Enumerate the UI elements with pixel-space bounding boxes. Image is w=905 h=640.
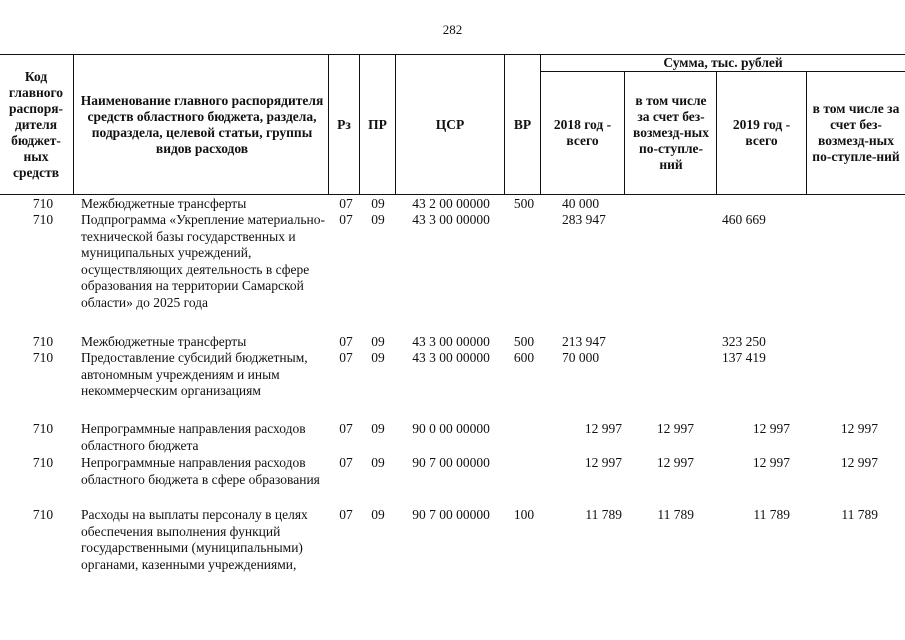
header-rz: Рз (337, 117, 351, 132)
cell-csr: 90 7 00 00000 (412, 455, 490, 470)
cell-csr: 90 7 00 00000 (412, 507, 490, 522)
cell-csr: 43 3 00 00000 (412, 350, 490, 365)
cell-rz: 07 (339, 455, 353, 470)
cell-pr: 09 (371, 196, 385, 211)
cell-code: 710 (32, 421, 54, 436)
col-divider (806, 71, 807, 195)
cell-2018-total: 40 000 (562, 196, 600, 211)
cell-2018-total: 12 997 (584, 455, 622, 470)
cell-2019-total: 11 789 (753, 507, 790, 522)
cell-pr: 09 (371, 507, 385, 522)
cell-2019-incl: 11 789 (841, 507, 878, 522)
cell-pr: 09 (371, 212, 385, 227)
cell-name: Непрограммные направления расходов областного бюджета (81, 421, 306, 453)
header-2018-incl: в том числе за счет без-возмезд-ных по-ступле-ний (633, 93, 709, 172)
cell-csr: 90 0 00 00000 (412, 421, 490, 436)
cell-2018-incl: 11 789 (657, 507, 694, 522)
col-divider (540, 54, 541, 195)
cell-name: Межбюджетные трансферты (81, 334, 247, 349)
col-divider (73, 54, 74, 195)
header-sum: Сумма, тыс. рублей (663, 55, 783, 70)
cell-name: Межбюджетные трансферты (81, 196, 247, 211)
cell-2019-total: 12 997 (752, 421, 790, 436)
cell-rz: 07 (339, 212, 353, 227)
cell-pr: 09 (371, 334, 385, 349)
cell-2019-incl: 12 997 (840, 421, 878, 436)
cell-csr: 43 3 00 00000 (412, 334, 490, 349)
cell-code: 710 (32, 350, 54, 365)
cell-rz: 07 (339, 507, 353, 522)
header-csr: ЦСР (435, 117, 465, 132)
cell-vr: 100 (513, 507, 535, 522)
header-vr: ВР (513, 117, 532, 132)
header-code: Код главного распоря-дителя бюджет-ных средств (8, 69, 64, 180)
cell-code: 710 (32, 507, 54, 522)
cell-rz: 07 (339, 350, 353, 365)
cell-2019-total: 323 250 (722, 334, 766, 349)
cell-code: 710 (32, 455, 54, 470)
header-bottom-line (0, 194, 905, 195)
cell-code: 710 (32, 212, 54, 227)
cell-2019-total: 12 997 (752, 455, 790, 470)
cell-rz: 07 (339, 334, 353, 349)
cell-pr: 09 (371, 350, 385, 365)
cell-pr: 09 (371, 455, 385, 470)
cell-rz: 07 (339, 196, 353, 211)
cell-2018-incl: 12 997 (656, 455, 694, 470)
cell-2019-incl: 12 997 (840, 455, 878, 470)
cell-2018-total: 213 947 (562, 334, 606, 349)
cell-2019-total: 137 419 (722, 350, 766, 365)
header-name: Наименование главного распорядителя средств областного бюджета, раздела, подраздела, целевой статьи, группы видов расходов (80, 93, 324, 156)
cell-code: 710 (32, 334, 54, 349)
cell-vr: 500 (513, 334, 535, 349)
cell-name: Расходы на выплаты персоналу в целях обеспечения выполнения функций государственными (муниципальными) органами, казенными учреждениями, (81, 507, 308, 572)
cell-rz: 07 (339, 421, 353, 436)
header-2019-total: 2019 год - всего (732, 117, 791, 148)
cell-vr: 600 (513, 350, 535, 365)
header-2018-total: 2018 год - всего (553, 117, 612, 148)
cell-name: Непрограммные направления расходов областного бюджета в сфере образования (81, 455, 320, 487)
cell-name: Подпрограмма «Укрепление материально-технической базы государственных и муниципальных учреждений, осуществляющих деятельность в сфере образования на территории Самарской области» до 2025 года (81, 212, 325, 310)
cell-2018-total: 283 947 (562, 212, 606, 227)
header-pr: ПР (368, 117, 387, 132)
cell-vr: 500 (513, 196, 535, 211)
cell-2019-total: 460 669 (722, 212, 766, 227)
col-divider (624, 71, 625, 195)
cell-2018-total: 70 000 (562, 350, 600, 365)
cell-name: Предоставление субсидий бюджетным, автономным учреждениям и иным некоммерческим организациям (81, 350, 308, 398)
cell-pr: 09 (371, 421, 385, 436)
cell-2018-total: 11 789 (585, 507, 622, 522)
col-divider (716, 71, 717, 195)
page-number: 282 (442, 22, 463, 37)
cell-2018-total: 12 997 (584, 421, 622, 436)
cell-code: 710 (32, 196, 54, 211)
cell-csr: 43 2 00 00000 (412, 196, 490, 211)
cell-2018-incl: 12 997 (656, 421, 694, 436)
header-2019-incl: в том числе за счет без-возмезд-ных по-ступле-ний (812, 101, 900, 164)
cell-csr: 43 3 00 00000 (412, 212, 490, 227)
sum-subheader-line (540, 71, 905, 72)
